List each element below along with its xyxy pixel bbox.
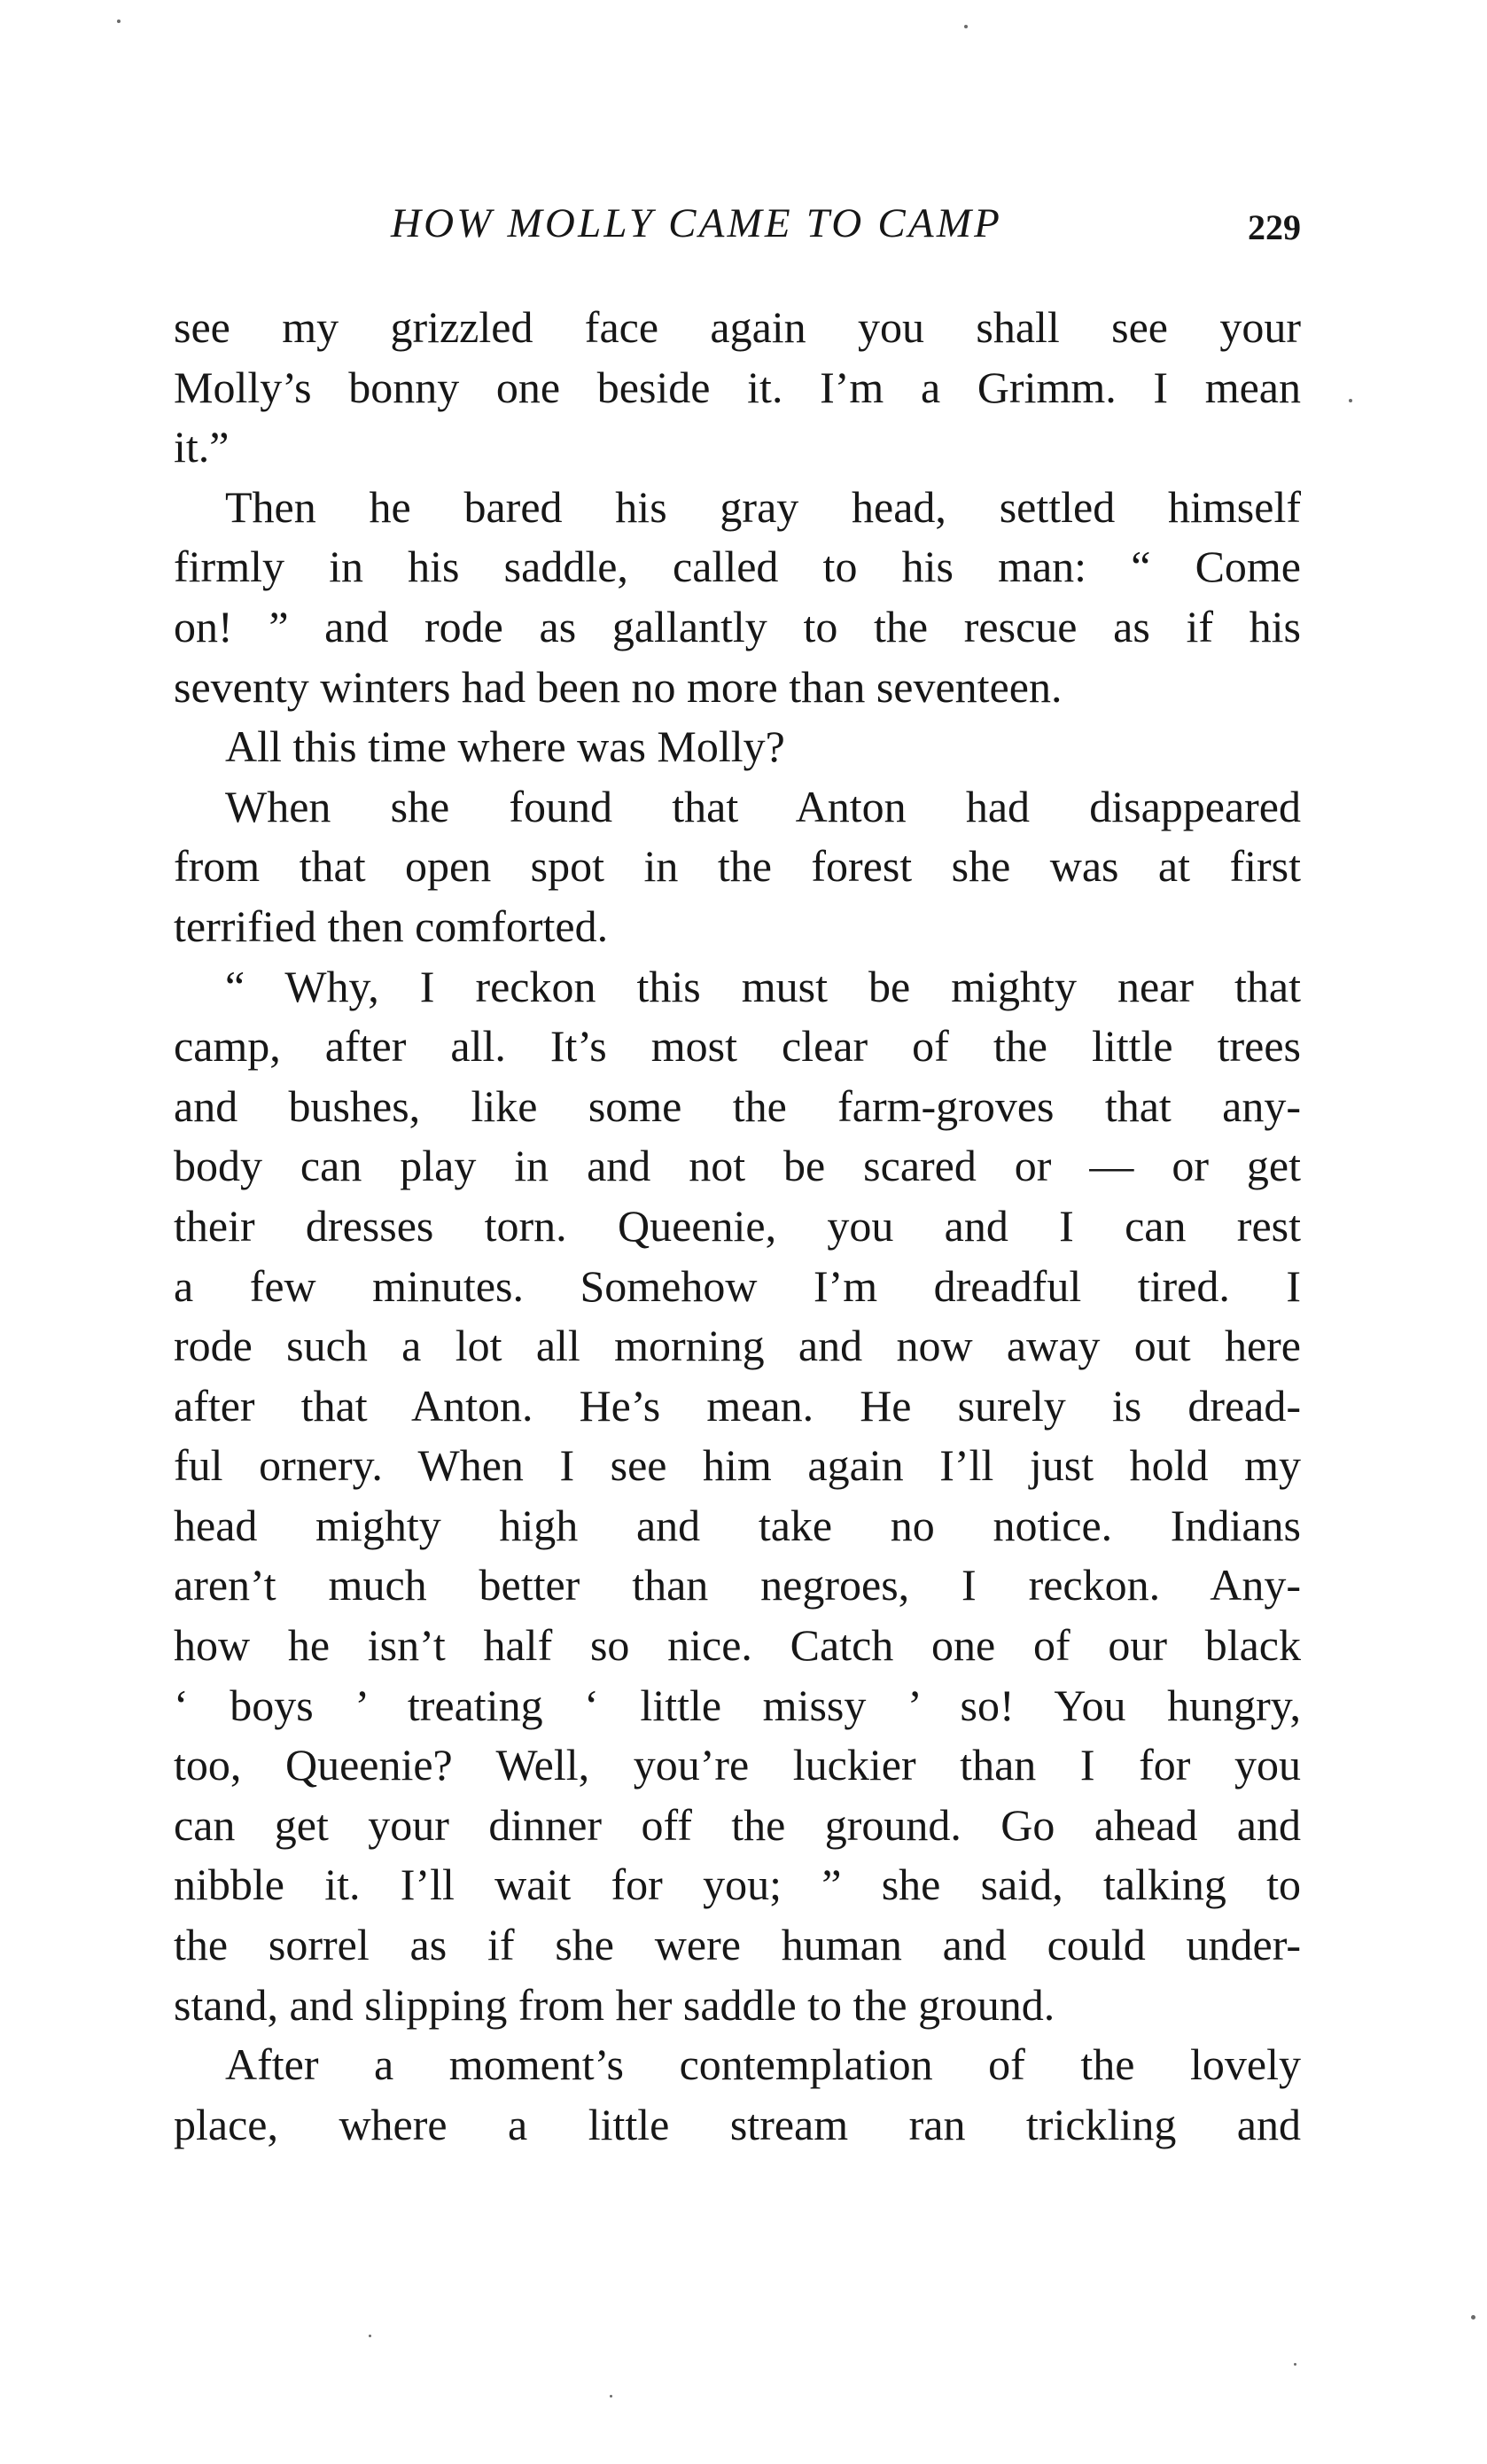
text-line: ‘ boys ’ treating ‘ little missy ’ so! You hungry, (174, 1680, 1301, 1730)
paper-speck (964, 25, 968, 28)
text-line: from that open spot in the forest she was at first (174, 841, 1301, 892)
text-line: it.” (174, 422, 230, 472)
text-line: terrified then comforted. (174, 901, 609, 951)
text-line: camp, after all. It’s most clear of the little trees (174, 1021, 1301, 1072)
text-line: ful ornery. When I see him again I’ll just hold my (174, 1440, 1301, 1491)
text-line: can get your dinner off the ground. Go ahead and (174, 1799, 1301, 1850)
text-line: see my grizzled face again you shall see your (174, 302, 1301, 352)
page-header (174, 199, 1301, 261)
paper-speck (1349, 399, 1352, 402)
text-line: Then he bared his gray head, settled himself (225, 481, 1301, 532)
text-line: their dresses torn. Queenie, you and I can rest (174, 1200, 1301, 1251)
running-head: HOW MOLLY CAME TO CAMP (391, 200, 1003, 246)
text-line: on! ” and rode as gallantly to the rescue as if his (174, 601, 1301, 651)
text-line: after that Anton. He’s mean. He surely is dread- (174, 1380, 1301, 1431)
text-line: seventy winters had been no more than seventeen. (174, 661, 1063, 712)
text-line: All this time where was Molly? (225, 721, 785, 772)
body-text (174, 298, 1301, 2155)
text-line: too, Queenie? Well, you’re luckier than I for you (174, 1740, 1301, 1790)
text-line: Molly’s bonny one beside it. I’m a Grimm. I mean (174, 362, 1301, 412)
paper-speck (117, 19, 121, 23)
text-line: firmly in his saddle, called to his man: “ Come (174, 542, 1301, 592)
text-line: “ Why, I reckon this must be mighty near that (225, 961, 1301, 1011)
text-line: the sorrel as if she were human and could under- (174, 1920, 1301, 1970)
paper-speck (1294, 2363, 1296, 2366)
paper-speck (1471, 2315, 1475, 2320)
text-line: When she found that Anton had disappeared (225, 781, 1301, 831)
paper-speck (369, 2335, 371, 2337)
text-line: and bushes, like some the farm-groves that any- (174, 1080, 1301, 1131)
text-line: head mighty high and take no notice. Indians (174, 1500, 1301, 1550)
text-line: how he isn’t half so nice. Catch one of our black (174, 1620, 1301, 1671)
text-line: nibble it. I’ll wait for you; ” she said, talking to (174, 1860, 1301, 1910)
text-line: aren’t much better than negroes, I reckon. Any- (174, 1560, 1301, 1610)
paper-speck (610, 2395, 612, 2398)
text-line: a few minutes. Somehow I’m dreadful tired. I (174, 1260, 1301, 1311)
text-line: body can play in and not be scared or — or get (174, 1141, 1301, 1191)
page-number: 229 (1248, 207, 1301, 247)
text-line: stand, and slipping from her saddle to the ground. (174, 1979, 1055, 2030)
text-line: place, where a little stream ran trickling and (174, 2099, 1301, 2149)
text-line: rode such a lot all morning and now away out here (174, 1321, 1301, 1371)
text-line: After a moment’s contemplation of the lovely (225, 2039, 1301, 2090)
